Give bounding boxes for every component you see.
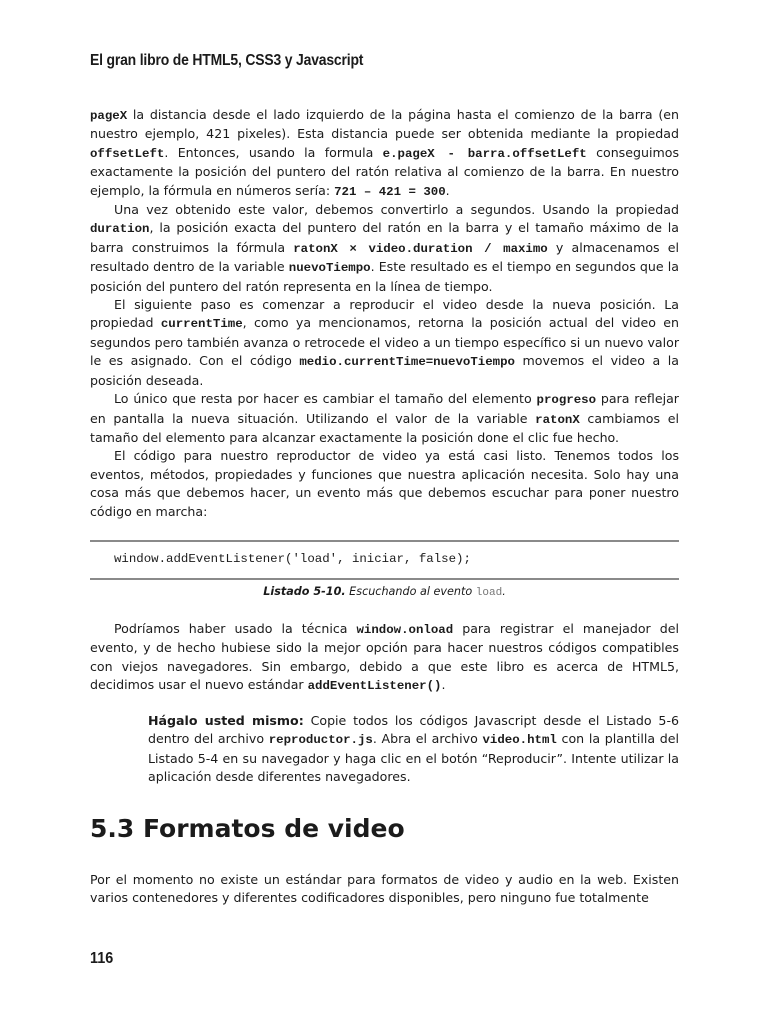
text-run: con la plantilla del Listado 5-4 en su navegador y haga clic en el botón “Reproducir”. Intente utilizar la aplicación desde diferentes navegadores.	[148, 731, 679, 785]
inline-code: reproductor.js	[268, 733, 373, 748]
tip-box	[148, 712, 679, 787]
text-run: Copie todos los códigos Javascript desde el Listado 5-6 dentro del archivo	[148, 713, 679, 747]
text-run: . Entonces, usando la formula	[164, 144, 383, 160]
text-run: Lo único que resta por hacer es cambiar el tamaño del elemento	[114, 391, 537, 407]
caption-code: load	[475, 587, 503, 599]
listing-caption	[90, 585, 679, 599]
text-run: .	[445, 182, 450, 198]
text-run: , como ya mencionamos, retorna la posición actual del video en segundos pero también avanza o retrocede el video a un tiempo específico si un nuevo valor le es asignado. Con el código	[90, 315, 679, 369]
inline-code: currentTime	[160, 317, 243, 332]
text-run: cambiamos el tamaño del elemento para alcanzar exactamente la posición done el clic fue hecho.	[90, 410, 679, 445]
text-run: Una vez obtenido este valor, debemos convertirlo a segundos. Usando la propiedad	[114, 202, 679, 218]
top-text-block	[90, 106, 679, 521]
inline-code: 721 – 421 = 300	[334, 184, 446, 199]
text-run: . Este resultado es el tiempo en segundos que la posición del puntero del ratón representa en la línea de tiempo.	[90, 259, 679, 294]
tip-paragraph	[148, 712, 679, 787]
middle-text-block	[90, 620, 679, 696]
inline-code: ratonX × video.duration / maximo	[293, 241, 548, 256]
text-run: .	[441, 677, 446, 693]
paragraph-progreso	[90, 390, 679, 447]
inline-code: window.onload	[356, 623, 454, 637]
page-number: 116	[90, 950, 114, 967]
inline-code: video.html	[482, 733, 557, 748]
caption-label: Listado 5-10.	[263, 585, 346, 598]
inline-code: ratonX	[535, 412, 580, 427]
inline-code: addEventListener()	[307, 679, 442, 694]
text-run: movemos el video a la posición deseada.	[90, 353, 680, 388]
caption-end: .	[502, 585, 506, 598]
text-run: , la posición exacta del puntero del ratón en la barra y el tamaño máximo de la barra construimos la fórmula	[90, 220, 679, 255]
text-run: Podríamos haber usado la técnica	[114, 621, 357, 636]
text-run: . Abra el archivo	[372, 731, 483, 747]
listing-code-line: window.addEventListener('load', iniciar, false);	[114, 552, 471, 566]
text-run: para reflejar en pantalla la nueva situación. Utilizando el valor de la variable	[90, 391, 679, 426]
text-run: y almacenamos el resultado dentro de la variable	[90, 239, 679, 275]
inline-code: duration	[90, 222, 150, 237]
text-run: para registrar el manejador del evento, y de hecho hubiese sido la mejor opción para hacer nuestros códigos compatibles con viejos navegadores. Sin embargo, debido a que este libro es acerca de HTML5, decidimos usar el nuevo estándar	[90, 621, 679, 693]
inline-code: e.pageX - barra.offsetLeft	[382, 146, 587, 161]
paragraph-codigo-listo	[90, 447, 679, 521]
text-run: El siguiente paso es comenzar a reproducir el video desde la nueva posición. La propiedad	[90, 297, 679, 331]
text-run: conseguimos exactamente la posición del puntero del ratón relativa al comienzo de la barra. En nuestro ejemplo, la fórmula en números sería:	[90, 144, 680, 198]
inline-code: progreso	[536, 393, 597, 408]
inline-code: medio.currentTime=nuevoTiempo	[299, 355, 515, 370]
running-head: El gran libro de HTML5, CSS3 y Javascript	[90, 52, 364, 69]
inline-code: offsetLeft	[90, 146, 165, 161]
caption-text: Escuchando al evento	[345, 585, 476, 598]
paragraph-window-onload	[90, 620, 679, 696]
tip-label: Hágalo usted mismo:	[148, 713, 304, 728]
bottom-text-block	[90, 871, 679, 908]
paragraph-pagex	[90, 106, 679, 201]
paragraph-duration	[90, 201, 679, 296]
text-run: la distancia desde el lado izquierdo de la página hasta el comienzo de la barra (en nuestro ejemplo, 421 pixeles). Esta distancia puede ser obtenida mediante la propiedad	[90, 107, 679, 142]
text-run: El código para nuestro reproductor de video ya está casi listo. Tenemos todos los eventos, métodos, propiedades y funciones que nuestra aplicación necesita. Solo hay una cosa más que debemos hacer, un evento más que debemos escuchar para poner nuestro código en marcha:	[90, 448, 679, 519]
inline-code: pageX	[90, 109, 128, 123]
paragraph-currenttime	[90, 296, 679, 390]
code-listing	[90, 540, 679, 580]
text-run: Por el momento no existe un estándar para formatos de video y audio en la web. Existen varios contenedores y diferentes codificadores disponibles, pero ninguno fue totalmente	[90, 872, 679, 906]
section-heading: 5.3 Formatos de video	[90, 814, 405, 843]
inline-code: nuevoTiempo	[288, 261, 371, 276]
paragraph-formatos	[90, 871, 679, 908]
